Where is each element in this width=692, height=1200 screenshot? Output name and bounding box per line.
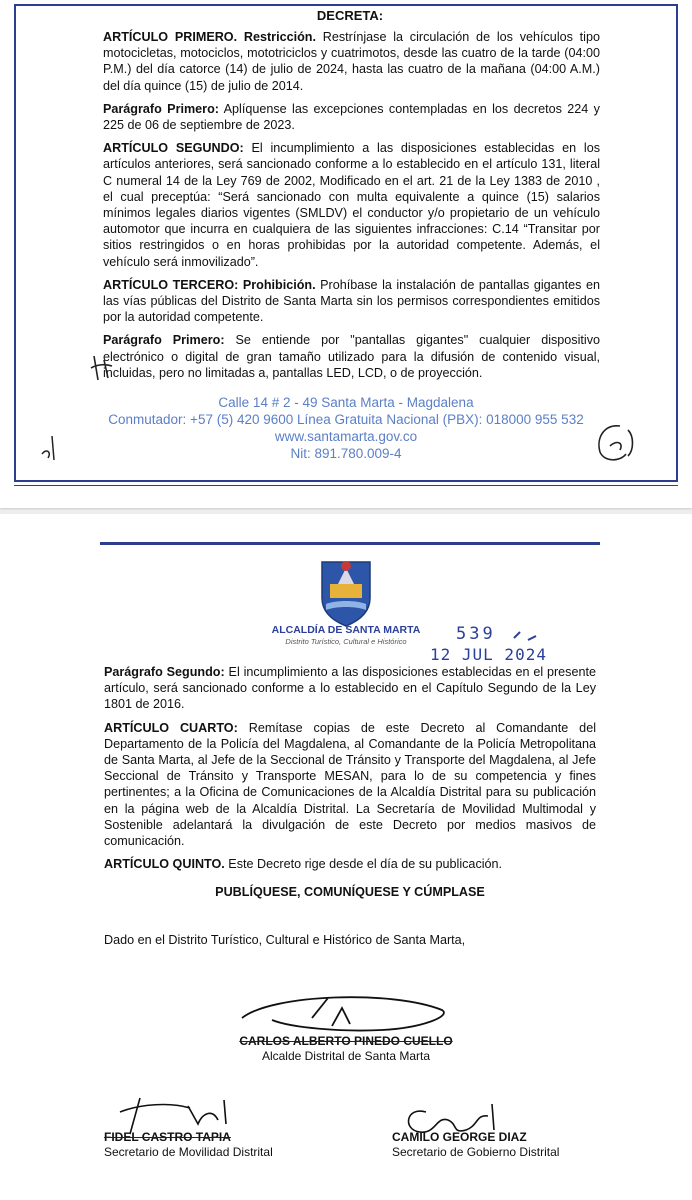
signer1-title: Alcalde Distrital de Santa Marta <box>261 1049 431 1063</box>
document-page-2 <box>0 514 692 1200</box>
given-in-line: Dado en el Distrito Turístico, Cultural e Histórico de Santa Marta, <box>104 933 466 947</box>
logo-subtitle: Distrito Turístico, Cultural e Histórico <box>285 637 407 646</box>
stamp-date: 12 JUL 2024 <box>430 645 547 664</box>
paragrafo-primero-3-text: Se entiende por "pantallas gigantes" cualquier dispositivo electrónico o digital de gran tamaño utilizado para la difusión de contenido visual, incluidas, pero no limitadas a, pantallas LED, LCD, o de proyección. <box>103 333 600 380</box>
paragrafo-primero-1 <box>103 101 600 133</box>
closing-formula: PUBLÍQUESE, COMUNÍQUESE Y CÚMPLASE <box>215 885 485 899</box>
paragrafo-primero-1-label: Parágrafo Primero: <box>103 101 219 116</box>
paragrafo-primero-3-label: Parágrafo Primero: <box>103 333 225 348</box>
paragrafo-segundo-label: Parágrafo Segundo: <box>104 665 225 679</box>
paragrafo-segundo-text: El incumplimiento a las disposiciones establecidas en el presente artículo, será sancionado conforme a lo establecido en el Capítulo Segundo de la Ley 1801 de 2016. <box>104 665 596 712</box>
signer3-name: CAMILO GEORGE DIAZ <box>392 1130 527 1144</box>
article-tercero-text: Prohíbase la instalación de pantallas gigantes en las vías públicas del Distrito de Santa Marta sin los permisos correspondientes emitidos por la autoridad competente. <box>103 277 600 325</box>
footer-website: www.santamarta.gov.co <box>274 429 418 444</box>
article-tercero-subtitle: Prohibición. <box>242 277 316 292</box>
coat-of-arms-icon <box>316 554 376 628</box>
paragrafo-primero-3 <box>103 332 600 381</box>
article-cuarto-label: ARTÍCULO CUARTO: <box>104 720 238 735</box>
article-quinto-label: ARTÍCULO QUINTO. <box>104 857 225 872</box>
footer-phone: Conmutador: +57 (5) 420 9600 Línea Gratuita Nacional (PBX): 018000 955 532 <box>108 412 584 427</box>
stamp-number: 539 <box>456 624 496 644</box>
article-quinto-text: Este Decreto rige desde el día de su publicación. <box>224 857 503 872</box>
article-segundo <box>103 140 600 270</box>
signer2-title: Secretario de Movilidad Distrital <box>104 1145 273 1159</box>
article-primero-label: ARTÍCULO PRIMERO. <box>103 30 238 44</box>
stamp-mark-icon <box>510 626 540 644</box>
top-border-line <box>14 4 678 6</box>
decree-heading: DECRETA: <box>316 8 384 23</box>
movilidad-signature-block <box>104 1130 344 1160</box>
signer1-name: CARLOS ALBERTO PINEDO CUELLO <box>239 1034 453 1048</box>
article-segundo-text: El incumplimiento a las disposiciones establecidas en los artículos anteriores, será sancionado conforme a lo establecido en el artículo 131, literal C numeral 14 de la Ley 769 de 2002, Modificado en el art. 21 de la Ley 1383 de 2010 , el cual preceptúa: “Será sancionado con multa equivalente a quince (15) salarios mínimos legales diarios vigentes (SMLDV) el conductor y/o propietario de un vehículo automotor que incurra en cualquiera de las siguientes infracciones: C.14 “Transitar por sitios restringidos o en horas prohibidas por la autoridad competente. Además, el vehículo será inmovilizado”. <box>103 141 600 269</box>
page1-body <box>103 29 600 388</box>
article-tercero-label: ARTÍCULO TERCERO: <box>103 277 239 292</box>
article-cuarto-text: Remítase copias de este Decreto al Comandante del Departamento de la Policía del Magdalena, al Comandante de la Policía Metropolitana de Santa Marta, al Jefe de la Seccional de Tránsito y Transporte del Magdalena, al Jefe Seccional de Tránsito y Transporte MESAN, para lo de su competencia y fines pertinentes; a la Oficina de Comunicaciones de la Alcaldía Distrital para su publicación en la página web de la Alcaldía Distrital. La Secretaría de Movilidad Multimodal y Sostenible adelantará la divulgación de este Decreto por medios masivos de comunicación. <box>104 720 596 849</box>
mayor-signature-block <box>200 1034 492 1064</box>
signer2-name: FIDEL CASTRO TAPIA <box>104 1130 231 1144</box>
article-segundo-label: ARTÍCULO SEGUNDO: <box>103 141 244 156</box>
paragrafo-primero-1-text: Aplíquense las excepciones contempladas en los decretos 224 y 225 de 06 de septiembre de 2023. <box>103 101 600 133</box>
article-primero-text: Restrínjase la circulación de los vehículos tipo motocicletas, motociclos, mototriciclos y cuatrimotos, desde las cuatro de la tarde (04:00 P.M.) del día catorce (14) de julio de 2024, hasta las cuatro de la mañana (04:00 A.M.) del día quince (15) de julio de 2014. <box>103 30 600 93</box>
signer3-title: Secretario de Gobierno Distrital <box>392 1145 560 1159</box>
page2-body <box>104 664 596 879</box>
bottom-border-line-thin <box>14 485 678 486</box>
article-primero-subtitle: Restricción. <box>243 30 316 44</box>
gobierno-signature-block <box>392 1130 632 1160</box>
document-page-1 <box>0 0 692 508</box>
paragrafo-segundo <box>104 664 596 713</box>
logo-title: ALCALDÍA DE SANTA MARTA <box>271 624 421 636</box>
bottom-border-line <box>14 480 678 482</box>
footer-address: Calle 14 # 2 - 49 Santa Marta - Magdalena <box>218 395 474 410</box>
handwritten-initial-mark <box>88 352 118 384</box>
article-cuarto <box>104 720 596 850</box>
article-quinto <box>104 856 596 872</box>
top-border-line <box>100 542 600 545</box>
article-primero <box>103 29 600 94</box>
footer-nit: Nit: 891.780.009-4 <box>290 446 402 461</box>
article-tercero <box>103 277 600 326</box>
